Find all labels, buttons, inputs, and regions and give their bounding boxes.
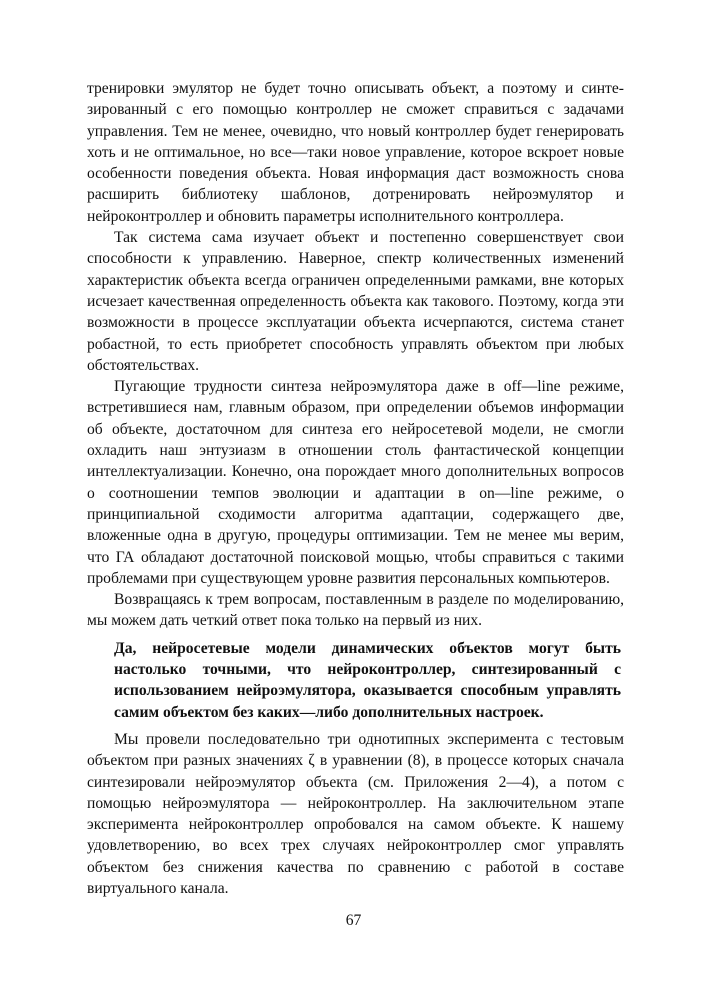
paragraph-5: Мы провели последовательно три однотипных эксперимента с тестовым объектом при разных значениях ζ в уравнении (8), в процессе которых сначала синтезировали нейроэмулятор объекта (см. Приложения 2—4), а потом с помощью нейроэмулятора — нейроконтроллер. На заключительном этапе эксперимента нейроконтроллер опробовался на самом объекте. К нашему удовлетворению, во всех трех случаях нейроконтроллер смог управлять объектом без снижения качества по сравнению с работой в составе виртуального канала. xyxy=(87,730,624,897)
paragraph-2: Так система сама изучает объект и постепенно совершенствует свои способности к управлению. Наверное, спектр количественных изменений характеристик объекта всегда ограничен определенными рамками, вне которых исчезает качественная определенность объекта как такового. Поэтому, когда эти возможности в процессе эксплуатации объекта исчерпаются, система станет робастной, то есть приобретет способность управлять объектом при любых обстоятельствах. xyxy=(87,229,624,374)
paragraph-3: Пугающие трудности синтеза нейроэмулятора даже в off—line режиме, встретившиеся нам, главным образом, при определении объемов информации об объекте, достаточном для синтеза его нейросетевой модели, не смогли охладить наш энтузиазм в отношении столь фантастической концепции интеллектуализации. Конечно, она порождает много дополнительных вопросов о соотношении темпов эволюции и адаптации в on—line режиме, о принципиальной сходимости алгоритма адаптации, содержащего две, вложенные одна в другую, процедуры оптимизации. Тем не менее мы верим, что ГА обладают достаточной поисковой мощью, чтобы справиться с такими проблемами при существующем уровне развития персональных компьютеров. xyxy=(87,378,624,587)
paragraph-1: тренировки эмулятор не будет точно описывать объект, а поэтому и синтезированный с его помощью контроллер не сможет справиться с задачами управления. Тем не менее, очевидно, что новый контроллер будет генерировать хоть и не оптимальное, но все—таки новое управление, которое вскроет новые особенности поведения объекта. Новая информация даст возможность снова расширить библиотеку шаблонов, дотренировать нейроэмулятор и нейроконтроллер и обновить параметры исполнительного контроллера. xyxy=(87,80,624,225)
emphasized-statement: Да, нейросетевые модели динамических объектов могут быть настолько точными, что нейроконтроллер, синтезированный с использованием нейроэмулятора, оказывается способным управлять самим объектом без каких—либо дополнительных настроек. xyxy=(114,639,621,721)
paragraph-4: Возвращаясь к трем вопросам, поставленным в разделе по моделированию, мы можем дать четкий ответ пока только на первый из них. xyxy=(87,591,624,630)
page-number: 67 xyxy=(345,912,362,929)
text-block xyxy=(87,78,624,899)
